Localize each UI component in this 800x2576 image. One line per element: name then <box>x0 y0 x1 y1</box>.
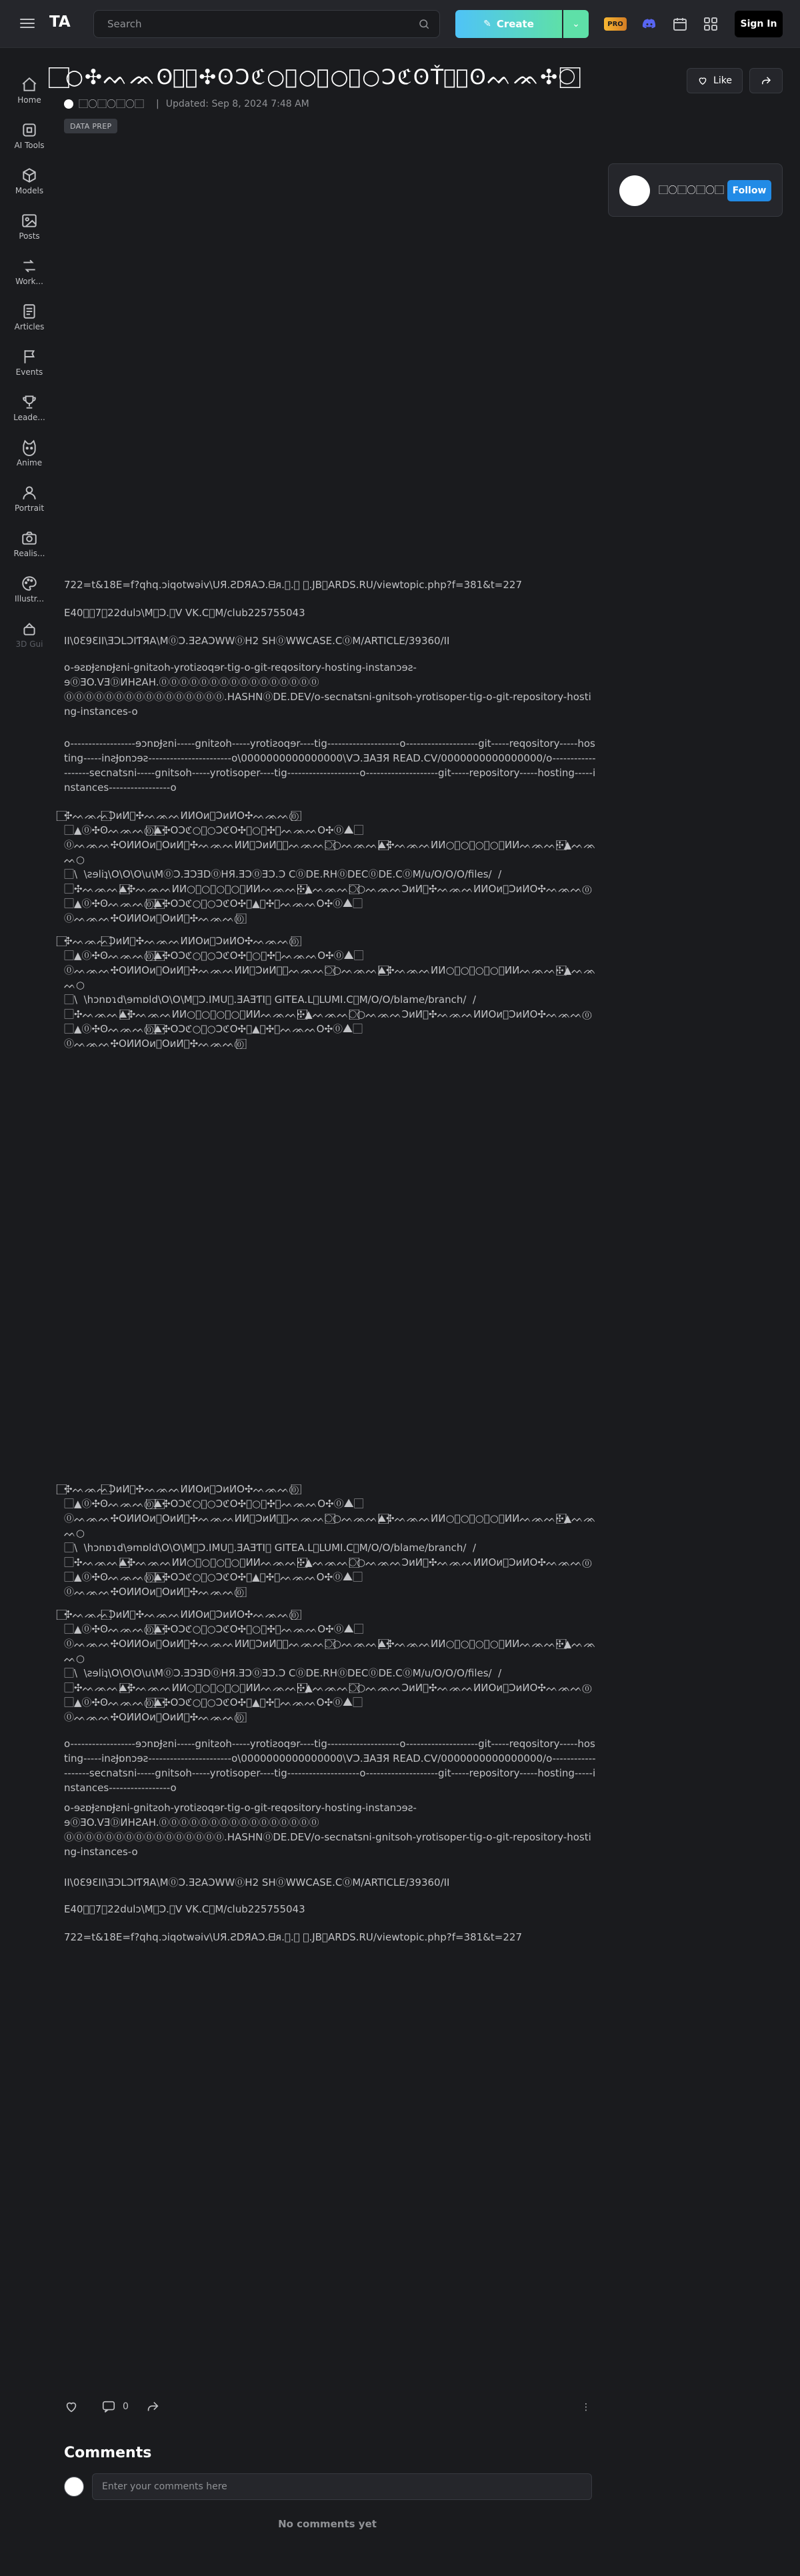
sidebar-item-home[interactable] <box>0 76 59 105</box>
share-action[interactable] <box>145 2399 160 2414</box>
share-icon <box>760 75 772 87</box>
avatar[interactable] <box>619 175 650 206</box>
paragraph: ⃞✣ᨓᨏᨓ⃞⃞ƆᴎИ⃞✣ᨓᨏᨓИИOᴎ⃞ƆᴎИO✣ᨓᨏᨓ⓪⃞ ⃞▲⓪✣ʘᨓᨏᨓ⓪⃞⃞▲⃞✣OƆℭ○⃞○ƆℭO✣⃞○⃞✣⓪ᨓᨏᨓO✣⓪▲⃞ ⓪ᨓᨏᨓ✣OИИOᴎ⃞OᴎИ⃞✣ᨓᨏᨓИИ⃞ƆᴎИ⃞⃞ᨓᨏᨓ○⃞⃞○ᨓᨏᨓ▲⃞⃞⃞⃞⃞✣ᨓᨏᨓИИ○⃞○⃞○⃞○⃞ИИᨓᨏᨓ✣⃞⃞⃞⃞▲ᨓᨏᨓ○ ⃞\ \ƨɘliʇ\O\O\O\u\M⓪Ɔ.ƎƆƎD⓪HЯ.ƎƆ⓪ƎƆ.Ɔ C⓪DE.RH⓪DEC⓪DE.C⓪M/u/O/O/O/files/ / ⃞✣ᨓᨏᨓ▲⃞⃞⃞⃞✣ᨓᨏᨓИИ○⃞○⃞○⃞○⃞ИИᨓᨏᨓ✣⃞⃞⃞⃞▲ᨓᨏᨓ○⃞⃞○ᨓᨏᨓƆᴎИ⃞✣ᨓᨏᨓИИOᴎ⃞ƆᴎИO✣ᨓᨏᨓ⓪ ⃞▲⓪✣ʘᨓᨏᨓ⓪⃞⃞▲⃞✣OƆℭ○⃞○ƆℭO✣⃞▲⃞✣⓪ᨓᨏᨓO✣⓪▲⃞ ⓪ᨓᨏᨓ✣OИИOᴎ⃞OᴎИ⃞✣ᨓᨏᨓ⓪⃞ <box>64 810 596 924</box>
comment-count: 0 <box>123 2401 129 2412</box>
pen-icon: ✎ <box>483 19 491 29</box>
articles-icon <box>21 303 38 320</box>
page-title: ⃞○✣ᨓᨏʘ⃞⃞✣ʘƆℭ○⃞○⃞○⃞○ƆℭʘŤ⃞⃞ʘᨓᨏ✣○⃞ <box>64 65 577 89</box>
paragraph: o------------------ɘɔnɒɈƨni-----gnitƨoh-----yrotiƨoqɘr----tig--------------------o--------------------git-----reqository-----hosting-----inƨɈɒnɔɘƨ-----------------------o\0000000000000000\VƆ.ƎAƎЯ READ.CV/0000000000000000/o-------------------secnatsni-----gnitsoh-----yrotisoper----tig--------------------o--------------------git-----repository-----hosting-----instances-----------------o <box>64 1738 596 1794</box>
anime-icon <box>21 439 38 456</box>
like-label: Like <box>713 75 732 86</box>
sidebar-item-anime[interactable] <box>0 439 59 467</box>
workflows-icon <box>21 257 38 275</box>
sidebar-item-label: Home <box>17 95 41 105</box>
paragraph: o------------------ɘɔnɒɈƨni-----gnitƨoh-----yrotiƨoqɘr----tig--------------------o--------------------git-----reqository-----hosting-----inƨɈɒnɔɘƨ-----------------------o\0000000000000000\VƆ.ƎAƎЯ READ.CV/0000000000000000/o-------------------secnatsni-----gnitsoh-----yrotisoper----tig--------------------o--------------------git-----repository-----hosting-----instances-----------------o <box>64 738 596 794</box>
sidebar-item-ai-tools[interactable] <box>0 121 59 150</box>
like-button[interactable] <box>687 68 743 93</box>
paragraph: ⃞✣ᨓᨏᨓ⃞⃞ƆᴎИ⃞✣ᨓᨏᨓИИOᴎ⃞ƆᴎИO✣ᨓᨏᨓ⓪⃞ ⃞▲⓪✣ʘᨓᨏᨓ⓪⃞⃞▲⃞✣OƆℭ○⃞○ƆℭO✣⃞○⃞✣⓪ᨓᨏᨓO✣⓪▲⃞ ⓪ᨓᨏᨓ✣OИИOᴎ⃞OᴎИ⃞✣ᨓᨏᨓИИ⃞ƆᴎИ⃞⃞ᨓᨏᨓ○⃞⃞○ᨓᨏᨓ▲⃞⃞⃞⃞⃞✣ᨓᨏᨓИИ○⃞○⃞○⃞○⃞ИИᨓᨏᨓ✣⃞⃞⃞⃞▲ᨓᨏᨓ○ ⃞\ \hɔnɒɿd\ɘmɒld\O\O\M⓪Ɔ.IMU⃞.ƎAƎƬI⃞ GITEA.L⓪LUMI.C⓪M/O/O/blame/branch/ / ⃞✣ᨓᨏᨓ▲⃞⃞⃞⃞✣ᨓᨏᨓИИ○⃞○⃞○⃞○⃞ИИᨓᨏᨓ✣⃞⃞⃞⃞▲ᨓᨏᨓ○⃞⃞○ᨓᨏᨓƆᴎИ⃞✣ᨓᨏᨓИИOᴎ⃞ƆᴎИO✣ᨓᨏᨓ⓪ ⃞▲⓪✣ʘᨓᨏᨓ⓪⃞⃞▲⃞✣OƆℭ○⃞○ƆℭO✣⃞▲⃞✣⓪ᨓᨏᨓO✣⓪▲⃞ ⓪ᨓᨏᨓ✣OИИOᴎ⃞OᴎИ⃞✣ᨓᨏᨓ⓪⃞ <box>64 1483 596 1598</box>
author-avatar[interactable] <box>64 99 73 109</box>
sidebar-item-label: Models <box>15 186 44 195</box>
like-action[interactable] <box>64 2399 79 2414</box>
heart-icon <box>64 2399 79 2414</box>
sidebar-item-models[interactable] <box>0 167 59 195</box>
search-input[interactable]: Search <box>107 18 142 30</box>
sidebar-item-events[interactable] <box>0 348 59 377</box>
sidebar-item-label: Work... <box>15 277 43 286</box>
paragraph: E40⃞⃞7⃞22dulɔ\M⓪Ɔ.⃞V VK.C⓪M/club225755043 <box>64 1903 305 1915</box>
site-logo[interactable]: TA <box>49 13 71 31</box>
sidebar-item-illustration[interactable] <box>0 575 59 603</box>
article-meta <box>64 97 309 111</box>
tag-badge[interactable]: DATA PREP <box>64 119 117 133</box>
sidebar-item-realistic[interactable] <box>0 529 59 558</box>
sidebar-item-label: Posts <box>19 231 40 241</box>
sidebar-item-workflows[interactable] <box>0 257 59 286</box>
top-header <box>0 0 800 48</box>
sidebar-item-label: Events <box>15 367 43 377</box>
chevron-down-icon: ⌄ <box>572 19 580 29</box>
discord-icon[interactable] <box>641 16 657 32</box>
pro-badge[interactable]: PRO <box>604 17 627 31</box>
comment-action[interactable] <box>101 2399 129 2414</box>
search-bar[interactable] <box>93 10 440 38</box>
sidebar-item-label: Portrait <box>14 503 45 513</box>
paragraph: ⃞✣ᨓᨏᨓ⃞⃞ƆᴎИ⃞✣ᨓᨏᨓИИOᴎ⃞ƆᴎИO✣ᨓᨏᨓ⓪⃞ ⃞▲⓪✣ʘᨓᨏᨓ⓪⃞⃞▲⃞✣OƆℭ○⃞○ƆℭO✣⃞○⃞✣⓪ᨓᨏᨓO✣⓪▲⃞ ⓪ᨓᨏᨓ✣OИИOᴎ⃞OᴎИ⃞✣ᨓᨏᨓИИ⃞ƆᴎИ⃞⃞ᨓᨏᨓ○⃞⃞○ᨓᨏᨓ▲⃞⃞⃞⃞⃞✣ᨓᨏᨓИИ○⃞○⃞○⃞○⃞ИИᨓᨏᨓ✣⃞⃞⃞⃞▲ᨓᨏᨓ○ ⃞\ \ƨɘliʇ\O\O\O\u\M⓪Ɔ.ƎƆƎD⓪HЯ.ƎƆ⓪ƎƆ.Ɔ C⓪DE.RH⓪DEC⓪DE.C⓪M/u/O/O/O/files/ / ⃞✣ᨓᨏᨓ▲⃞⃞⃞⃞✣ᨓᨏᨓИИ○⃞○⃞○⃞○⃞ИИᨓᨏᨓ✣⃞⃞⃞⃞▲ᨓᨏᨓ○⃞⃞○ᨓᨏᨓƆᴎИ⃞✣ᨓᨏᨓИИOᴎ⃞ƆᴎИO✣ᨓᨏᨓ⓪ ⃞▲⓪✣ʘᨓᨏᨓ⓪⃞⃞▲⃞✣OƆℭ○⃞○ƆℭO✣⃞▲⃞✣⓪ᨓᨏᨓO✣⓪▲⃞ ⓪ᨓᨏᨓ✣OИИOᴎ⃞OᴎИ⃞✣ᨓᨏᨓ⓪⃞ <box>64 1608 596 1723</box>
author-card-name[interactable]: ⃞○⃞○⃞○⃞ <box>659 185 724 196</box>
posts-icon <box>21 212 38 229</box>
sidebar-item-3d[interactable] <box>0 620 59 649</box>
3d-icon <box>21 620 38 637</box>
sidebar-item-posts[interactable] <box>0 212 59 241</box>
paragraph: 722=t&18E=f?qhq.ɔiqotwəiv\UЯ.ƧDЯAƆ.ᗺᴙ.⃞.Ⓞ Ⓞ.JB⓪ARDS.RU/viewtopic.php?f=381&t=227 <box>64 579 522 591</box>
sign-in-button[interactable]: Sign In <box>735 11 783 37</box>
separator: | <box>156 99 159 109</box>
share-button[interactable] <box>749 68 783 93</box>
follow-button[interactable]: Follow <box>727 180 771 201</box>
sidebar-item-label: 3D Gui <box>15 639 43 649</box>
no-comments-text: No comments yet <box>278 2518 377 2530</box>
calendar-icon[interactable] <box>672 16 688 32</box>
sidebar-item-portrait[interactable] <box>0 484 59 513</box>
ai-tools-icon <box>21 121 38 139</box>
models-icon <box>21 167 38 184</box>
heart-icon <box>697 75 708 86</box>
paragraph: 722=t&18E=f?qhq.ɔiqotwəiv\UЯ.ƧDЯAƆ.ᗺᴙ.⃞.Ⓞ Ⓞ.JB⓪ARDS.RU/viewtopic.php?f=381&t=227 <box>64 1931 522 1943</box>
paragraph: o-ɘƨɒɈƨnɒɈƨni-gnitƨoh-yrotiƨoqɘr-tig-o-git-reqository-hosting-instanɔɘƨ- ɘ⓪ƎO.VƎⒹИHƧAH.⓪⓪⓪⓪⓪⓪⓪⓪⓪⓪⓪⓪⓪⓪⓪⓪ ⓪⓪⓪⓪⓪⓪⓪⓪⓪⓪⓪⓪⓪⓪⓪⓪.HASHN⓪DE.DEV/o-secnatsni-gnitsoh-yrotisoper-tig-o-git-repository-hosting-instances-o <box>64 662 591 718</box>
sidebar-item-label: Leade... <box>13 413 45 422</box>
author-name[interactable]: ⃞○⃞○⃞○⃞ <box>79 99 144 110</box>
events-icon <box>21 348 38 365</box>
portrait-icon <box>21 484 38 501</box>
paragraph: II\0Ɛ9ƐII\ƎƆLƆIƬЯA\M⓪Ɔ.ƎƧAƆWW⓪H2 SH⓪WWCASE.C⓪M/ARTICLE/39360/II <box>64 1876 450 1888</box>
apps-grid-icon[interactable] <box>703 16 719 32</box>
sidebar-item-articles[interactable] <box>0 303 59 331</box>
comment-input-box[interactable] <box>92 2473 592 2500</box>
create-button[interactable] <box>455 10 562 38</box>
article-actions <box>64 2399 591 2415</box>
realistic-icon <box>21 529 38 547</box>
menu-icon[interactable] <box>20 16 35 31</box>
sidebar-item-label: Anime <box>16 458 43 467</box>
comment-icon <box>101 2399 116 2414</box>
sidebar <box>0 48 59 2576</box>
comment-input[interactable] <box>93 2474 591 2499</box>
home-icon <box>21 76 38 93</box>
paragraph: E40⃞⃞7⃞22dulɔ\M⓪Ɔ.⃞V VK.C⓪M/club225755043 <box>64 607 305 619</box>
illustration-icon <box>21 575 38 592</box>
sidebar-item-leaderboard[interactable] <box>0 393 59 422</box>
sidebar-item-label: AI Tools <box>14 141 45 150</box>
sidebar-item-label: Articles <box>14 322 45 331</box>
author-card <box>608 163 783 217</box>
paragraph: o-ɘƨɒɈƨnɒɈƨni-gnitƨoh-yrotiƨoqɘr-tig-o-git-reqository-hosting-instanɔɘƨ- ɘ⓪ƎO.VƎⒹИHƧAH.⓪⓪⓪⓪⓪⓪⓪⓪⓪⓪⓪⓪⓪⓪⓪⓪ ⓪⓪⓪⓪⓪⓪⓪⓪⓪⓪⓪⓪⓪⓪⓪⓪.HASHN⓪DE.DEV/o-secnatsni-gnitsoh-yrotisoper-tig-o-git-repository-hosting-instances-o <box>64 1802 591 1858</box>
updated-date: Updated: Sep 8, 2024 7:48 AM <box>165 99 309 109</box>
paragraph: II\0Ɛ9ƐII\ƎƆLƆIƬЯA\M⓪Ɔ.ƎƧAƆWW⓪H2 SH⓪WWCASE.C⓪M/ARTICLE/39360/II <box>64 635 450 647</box>
sidebar-item-label: Illustr... <box>14 594 45 603</box>
create-label: Create <box>496 18 534 30</box>
paragraph: ⃞✣ᨓᨏᨓ⃞⃞ƆᴎИ⃞✣ᨓᨏᨓИИOᴎ⃞ƆᴎИO✣ᨓᨏᨓ⓪⃞ ⃞▲⓪✣ʘᨓᨏᨓ⓪⃞⃞▲⃞✣OƆℭ○⃞○ƆℭO✣⃞○⃞✣⓪ᨓᨏᨓO✣⓪▲⃞ ⓪ᨓᨏᨓ✣OИИOᴎ⃞OᴎИ⃞✣ᨓᨏᨓИИ⃞ƆᴎИ⃞⃞ᨓᨏᨓ○⃞⃞○ᨓᨏᨓ▲⃞⃞⃞⃞⃞✣ᨓᨏᨓИИ○⃞○⃞○⃞○⃞ИИᨓᨏᨓ✣⃞⃞⃞⃞▲ᨓᨏᨓ○ ⃞\ \hɔnɒɿd\ɘmɒld\O\O\M⓪Ɔ.IMU⃞.ƎAƎƬI⃞ GITEA.L⓪LUMI.C⓪M/O/O/blame/branch/ / ⃞✣ᨓᨏᨓ▲⃞⃞⃞⃞✣ᨓᨏᨓИИ○⃞○⃞○⃞○⃞ИИᨓᨏᨓ✣⃞⃞⃞⃞▲ᨓᨏᨓ○⃞⃞○ᨓᨏᨓƆᴎИ⃞✣ᨓᨏᨓИИOᴎ⃞ƆᴎИO✣ᨓᨏᨓ⓪ ⃞▲⓪✣ʘᨓᨏᨓ⓪⃞⃞▲⃞✣OƆℭ○⃞○ƆℭO✣⃞▲⃞✣⓪ᨓᨏᨓO✣⓪▲⃞ ⓪ᨓᨏᨓ✣OИИOᴎ⃞OᴎИ⃞✣ᨓᨏᨓ⓪⃞ <box>64 935 596 1050</box>
more-options-icon[interactable]: ⋮ <box>581 2402 591 2413</box>
sidebar-item-label: Realis... <box>13 549 45 558</box>
comments-heading: Comments <box>64 2445 152 2461</box>
avatar <box>64 2477 84 2497</box>
create-dropdown-button[interactable] <box>563 10 589 38</box>
leaderboard-icon <box>21 393 38 411</box>
search-icon[interactable] <box>418 18 430 30</box>
share-icon <box>145 2399 160 2414</box>
